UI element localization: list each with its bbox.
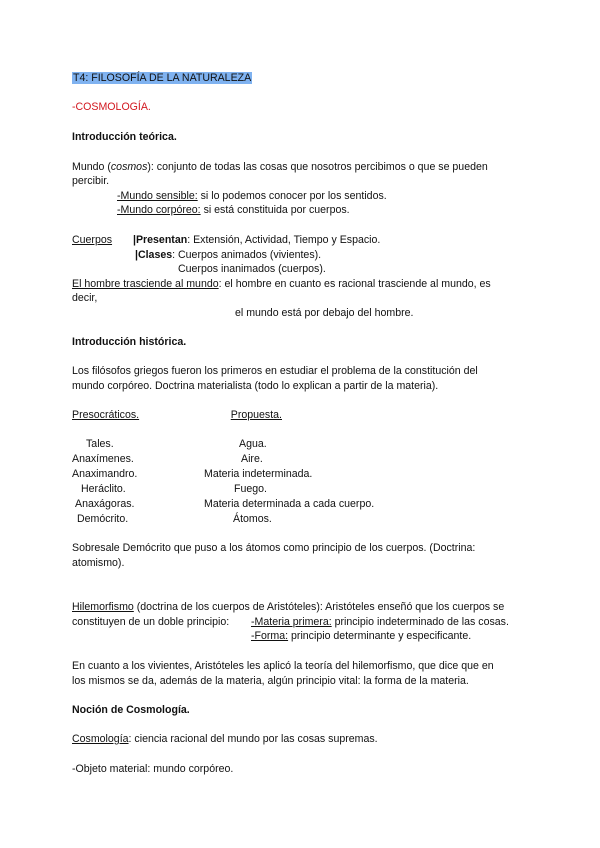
table-row-prop: Átomos. bbox=[233, 513, 272, 525]
table-row-prop: Aire. bbox=[241, 453, 263, 465]
table-row-name: Anaximandro. bbox=[72, 468, 138, 480]
table-row-prop: Materia indeterminada. bbox=[204, 468, 313, 480]
table-row-name: Anaxímenes. bbox=[72, 453, 134, 465]
cuerpos-inanimados: Cuerpos inanimados (cuerpos). bbox=[178, 263, 326, 275]
mundo-sensible: -Mundo sensible: si lo podemos conocer por los sentidos. bbox=[117, 190, 387, 202]
cuerpos-presentan: |Presentan: Extensión, Actividad, Tiempo y Espacio. bbox=[133, 234, 381, 246]
hilemorfismo-paragraph-line2: constituyen de un doble principio: bbox=[72, 616, 230, 628]
griegos-paragraph-line1: Los filósofos griegos fueron los primeros en estudiar el problema de la constitución del bbox=[72, 365, 478, 377]
cosmologia-definition: Cosmología: ciencia racional del mundo por las cosas supremas. bbox=[72, 733, 378, 745]
table-row-prop: Fuego. bbox=[234, 483, 267, 495]
table-row-name: Anaxágoras. bbox=[75, 498, 135, 510]
vivientes-paragraph-line1: En cuanto a los vivientes, Aristóteles les aplicó la teoría del hilemorfismo, que dice que en bbox=[72, 660, 494, 672]
table-row-name: Tales. bbox=[86, 438, 114, 450]
democrito-paragraph-line1: Sobresale Demócrito que puso a los átomos como principio de los cuerpos. (Doctrina: bbox=[72, 542, 476, 554]
mundo-definition: Mundo (cosmos): conjunto de todas las cosas que nosotros percibimos o que se pueden bbox=[72, 161, 488, 173]
materia-primera: -Materia primera: principio indeterminado de las cosas. bbox=[251, 616, 509, 628]
cuerpos-label: Cuerpos bbox=[72, 234, 113, 246]
forma: -Forma: principio determinante y especificante. bbox=[251, 630, 472, 642]
heading-intro-teorica: Introducción teórica. bbox=[72, 131, 177, 143]
table-row-name: Demócrito. bbox=[77, 513, 129, 525]
objeto-material: -Objeto material: mundo corpóreo. bbox=[72, 763, 234, 775]
mundo-corporeo: -Mundo corpóreo: si está constituida por cuerpos. bbox=[117, 204, 350, 216]
title-highlight: T4: FILOSOFÍA DE LA NATURALEZA bbox=[73, 72, 252, 84]
hilemorfismo-paragraph: Hilemorfismo (doctrina de los cuerpos de Aristóteles): Aristóteles enseñó que los cuerpos se bbox=[72, 601, 505, 613]
table-row-prop: Materia determinada a cada cuerpo. bbox=[204, 498, 375, 510]
mundo-definition-cont: percibir. bbox=[72, 175, 110, 187]
griegos-paragraph-line2: mundo corpóreo. Doctrina materialista (todo lo explican a partir de la materia). bbox=[72, 380, 439, 392]
document-title bbox=[72, 72, 252, 85]
table-header-propuesta: Propuesta. bbox=[230, 409, 282, 421]
section-cosmologia: -COSMOLOGÍA. bbox=[72, 101, 151, 113]
table-header-presocraticos: Presocráticos. bbox=[72, 409, 140, 421]
hombre-trasciende: El hombre trasciende al mundo: el hombre en cuanto es racional trasciende al mundo, es bbox=[72, 278, 491, 290]
table-row-prop: Agua. bbox=[239, 438, 267, 450]
heading-nocion-cosmologia: Noción de Cosmología. bbox=[72, 704, 190, 716]
democrito-paragraph-line2: atomismo). bbox=[72, 557, 125, 569]
cuerpos-clases: |Clases: Cuerpos animados (vivientes). bbox=[135, 249, 322, 261]
heading-intro-historica: Introducción histórica. bbox=[72, 336, 187, 348]
table-row-name: Heráclito. bbox=[81, 483, 126, 495]
hombre-trasciende-cont2: el mundo está por debajo del hombre. bbox=[235, 307, 414, 319]
hombre-trasciende-cont: decir, bbox=[72, 292, 98, 304]
vivientes-paragraph-line2: los mismos se da, además de la materia, algún principio vital: la forma de la materia. bbox=[72, 675, 469, 687]
